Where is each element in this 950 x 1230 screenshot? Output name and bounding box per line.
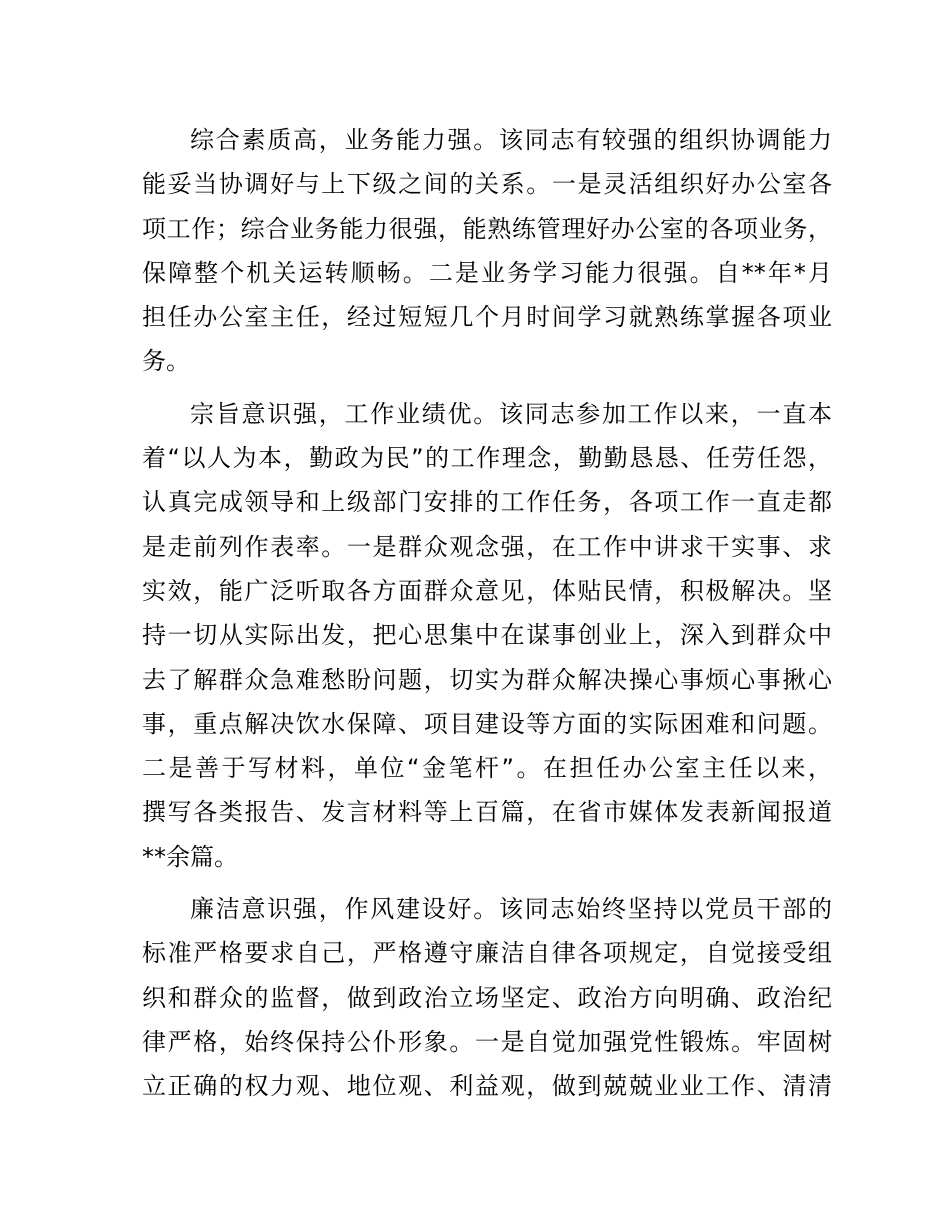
paragraph-line: 事，重点解决饮水保障、项目建设等方面的实际困难和问题。 <box>142 709 832 738</box>
paragraph-line: 撰写各类报告、发言材料等上百篇，在省市媒体发表新闻报道 <box>142 798 832 827</box>
paragraph-line: 着“以人为本，勤政为民”的工作理念，勤勤恳恳、任劳任怨， <box>142 444 832 473</box>
paragraph-line: 持一切从实际出发，把心思集中在谋事创业上，深入到群众中 <box>142 621 832 650</box>
paragraph-purpose-awareness <box>142 392 832 879</box>
paragraph-line: 二是善于写材料，单位“金笔杆”。在担任办公室主任以来， <box>142 754 832 783</box>
paragraph-line: 标准严格要求自己，严格遵守廉洁自律各项规定，自觉接受组 <box>142 939 832 968</box>
paragraph-line: 立正确的权力观、地位观、利益观，做到兢兢业业工作、清清 <box>142 1072 832 1101</box>
paragraph-comprehensive-quality <box>142 118 832 384</box>
paragraph-line: 织和群众的监督，做到政治立场坚定、政治方向明确、政治纪 <box>142 983 832 1012</box>
paragraph-line: 宗旨意识强，工作业绩优。该同志参加工作以来，一直本 <box>190 399 832 428</box>
paragraph-line: 律严格，始终保持公仆形象。一是自觉加强党性锻炼。牢固树 <box>142 1027 832 1056</box>
paragraph-line: 能妥当协调好与上下级之间的关系。一是灵活组织好办公室各 <box>142 170 832 199</box>
paragraph-line: 保障整个机关运转顺畅。二是业务学习能力很强。自**年*月 <box>142 258 832 287</box>
paragraph-line: 实效，能广泛听取各方面群众意见，体贴民情，积极解决。坚 <box>142 576 832 605</box>
paragraph-line: 项工作；综合业务能力很强，能熟练管理好办公室的各项业务， <box>142 214 832 243</box>
paragraph-line: 综合素质高，业务能力强。该同志有较强的组织协调能力 <box>190 126 832 154</box>
paragraph-line: 廉洁意识强，作风建设好。该同志始终坚持以党员干部的 <box>190 895 832 924</box>
paragraph-line: 担任办公室主任，经过短短几个月时间学习就熟练掌握各项业 <box>142 303 832 332</box>
paragraph-line: 去了解群众急难愁盼问题，切实为群众解决操心事烦心事揪心 <box>142 665 832 694</box>
paragraph-line: **余篇。 <box>142 842 238 871</box>
paragraph-line: 是走前列作表率。一是群众观念强，在工作中讲求干实事、求 <box>142 532 832 561</box>
paragraph-line: 认真完成领导和上级部门安排的工作任务，各项工作一直走都 <box>142 488 832 517</box>
paragraph-integrity-awareness <box>142 887 832 1108</box>
document-body <box>142 118 832 1117</box>
paragraph-line: 务。 <box>142 347 190 376</box>
